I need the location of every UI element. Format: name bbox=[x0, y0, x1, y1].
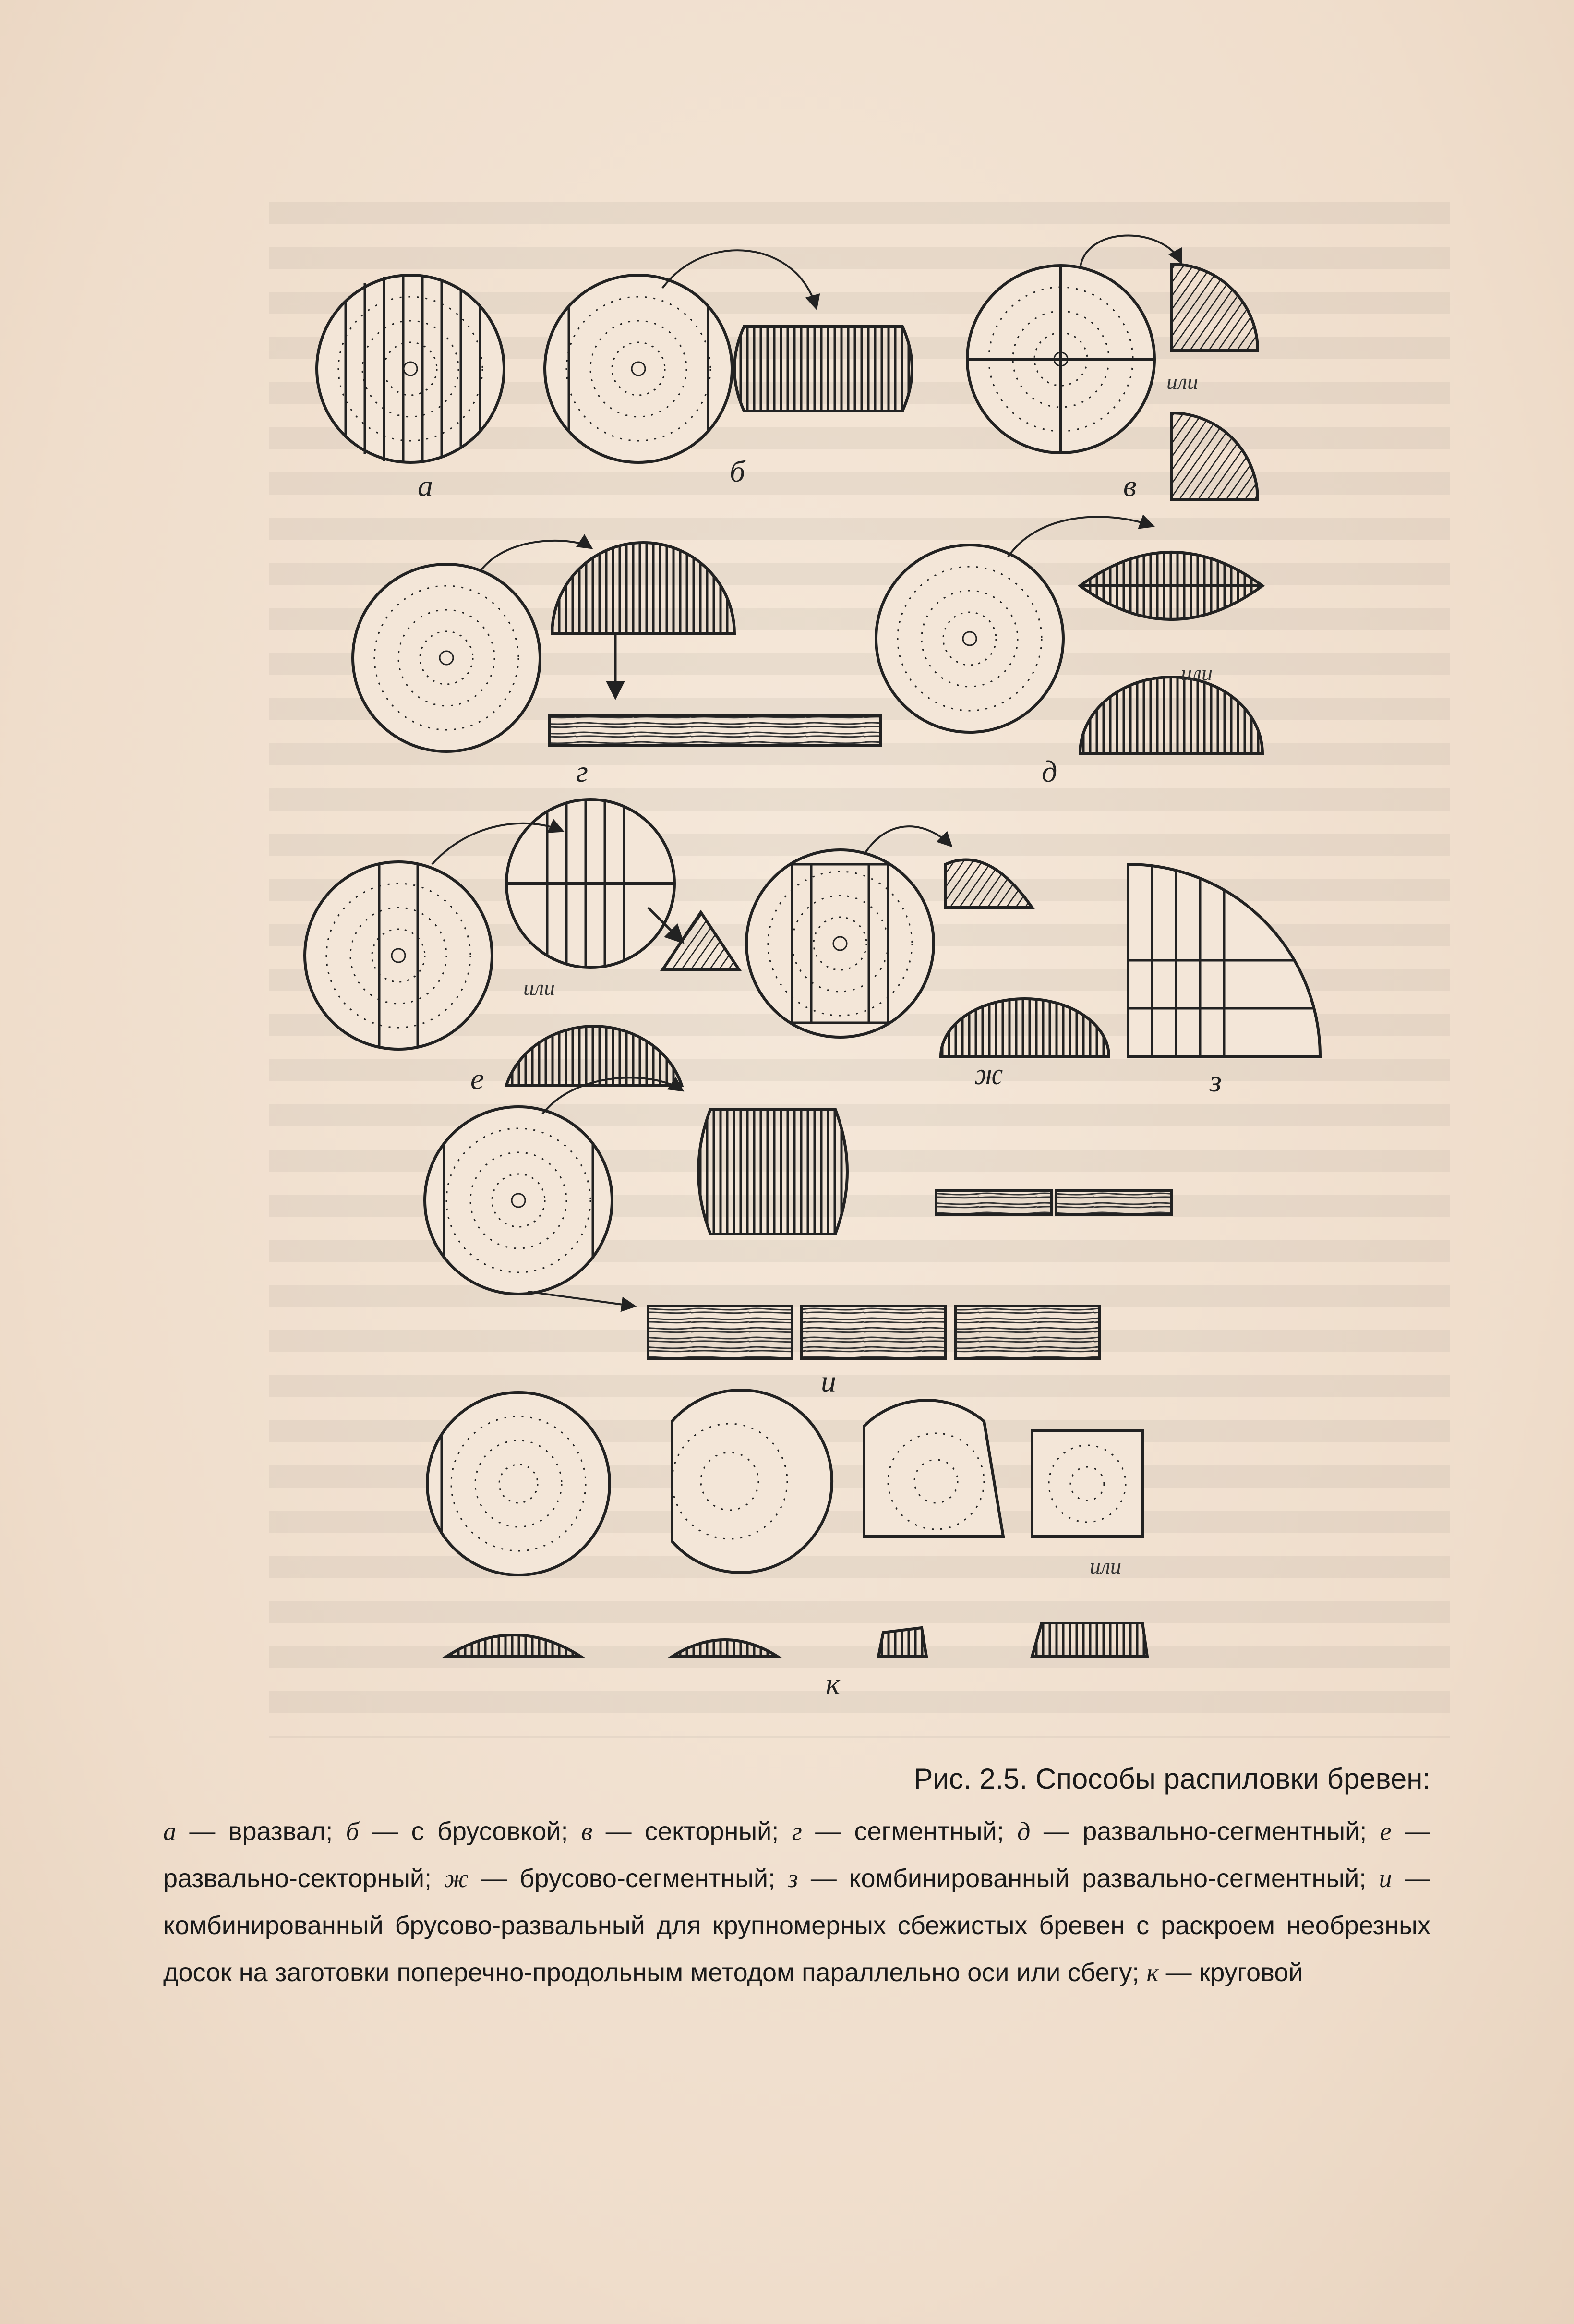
segment-d-2 bbox=[1080, 677, 1262, 754]
caption-text: — брусово-сегментный; bbox=[468, 1864, 788, 1893]
beam-b bbox=[734, 327, 912, 411]
log-v bbox=[967, 266, 1154, 453]
segment-g bbox=[552, 543, 734, 634]
caption-text: — сегментный; bbox=[802, 1817, 1018, 1846]
quarter-z bbox=[1128, 864, 1320, 1056]
caption-letter: з bbox=[788, 1864, 798, 1893]
segment-d-1 bbox=[1080, 552, 1262, 619]
blanks-i-small bbox=[936, 1191, 1171, 1215]
caption-letter: е bbox=[1380, 1817, 1392, 1846]
label-a: а bbox=[418, 469, 433, 503]
slabs-k bbox=[446, 1623, 1147, 1657]
caption-text: — развально-секторный; bbox=[163, 1817, 1431, 1893]
half-e bbox=[506, 799, 674, 968]
sector-v-2 bbox=[1171, 413, 1258, 499]
ili-v: или bbox=[1166, 369, 1199, 394]
log-k-1 bbox=[427, 1392, 610, 1575]
log-k-2 bbox=[672, 1390, 832, 1573]
label-b: б bbox=[730, 454, 745, 488]
label-zh: ж bbox=[974, 1057, 1003, 1091]
ili-e: или bbox=[523, 975, 555, 1000]
caption-letter: г bbox=[792, 1817, 802, 1846]
label-d: д bbox=[1042, 754, 1057, 788]
caption-text: — комбинированный брусово-развальный для крупномерных сбежистых бревен с раскроем необрезных досок на заготовки поперечно-продольным методом параллельно оси или сбегу; bbox=[163, 1864, 1430, 1987]
caption-text: — круговой bbox=[1158, 1958, 1303, 1987]
label-i: и bbox=[821, 1364, 836, 1398]
caption-text: — развально-сегментный; bbox=[1030, 1817, 1380, 1846]
log-e bbox=[305, 862, 492, 1049]
segment-e bbox=[506, 1026, 682, 1085]
log-b bbox=[545, 275, 732, 462]
log-a bbox=[317, 275, 504, 462]
caption-body bbox=[163, 1808, 1430, 1996]
caption-title: Рис. 2.5. Способы распиловки бревен: bbox=[913, 1763, 1430, 1795]
segment-zh-1 bbox=[946, 860, 1032, 908]
caption-text: — комбинированный развально-сегментный; bbox=[798, 1864, 1379, 1893]
log-zh bbox=[746, 850, 934, 1037]
log-k-4 bbox=[1032, 1431, 1142, 1537]
label-e: е bbox=[470, 1062, 484, 1096]
caption-letter: к bbox=[1146, 1958, 1159, 1987]
caption-text: — вразвал; bbox=[176, 1817, 346, 1846]
caption-letter: ж bbox=[444, 1864, 469, 1893]
label-v: в bbox=[1123, 469, 1137, 503]
caption-letter: в bbox=[581, 1817, 593, 1846]
ili-d: или bbox=[1181, 661, 1213, 685]
log-d bbox=[876, 545, 1063, 732]
caption-text: — с брусовкой; bbox=[359, 1817, 581, 1846]
log-i bbox=[425, 1107, 612, 1294]
caption-letter: а bbox=[163, 1817, 176, 1846]
caption-letter: б bbox=[346, 1817, 359, 1846]
label-k: к bbox=[826, 1667, 840, 1701]
log-g bbox=[353, 564, 540, 751]
board-g bbox=[550, 715, 881, 745]
figure-caption bbox=[163, 1762, 1430, 1996]
caption-letter: и bbox=[1379, 1864, 1392, 1893]
segment-zh-2 bbox=[941, 999, 1109, 1056]
caption-text: — секторный; bbox=[592, 1817, 792, 1846]
ili-k: или bbox=[1090, 1554, 1122, 1578]
beam-i bbox=[698, 1109, 847, 1234]
sector-e bbox=[662, 912, 739, 970]
sector-v-1 bbox=[1171, 264, 1258, 351]
label-z: з bbox=[1210, 1064, 1222, 1098]
blanks-i-large bbox=[648, 1306, 1099, 1359]
label-g: г bbox=[576, 754, 588, 788]
log-k-3 bbox=[864, 1400, 1003, 1537]
caption-letter: д bbox=[1017, 1817, 1031, 1846]
